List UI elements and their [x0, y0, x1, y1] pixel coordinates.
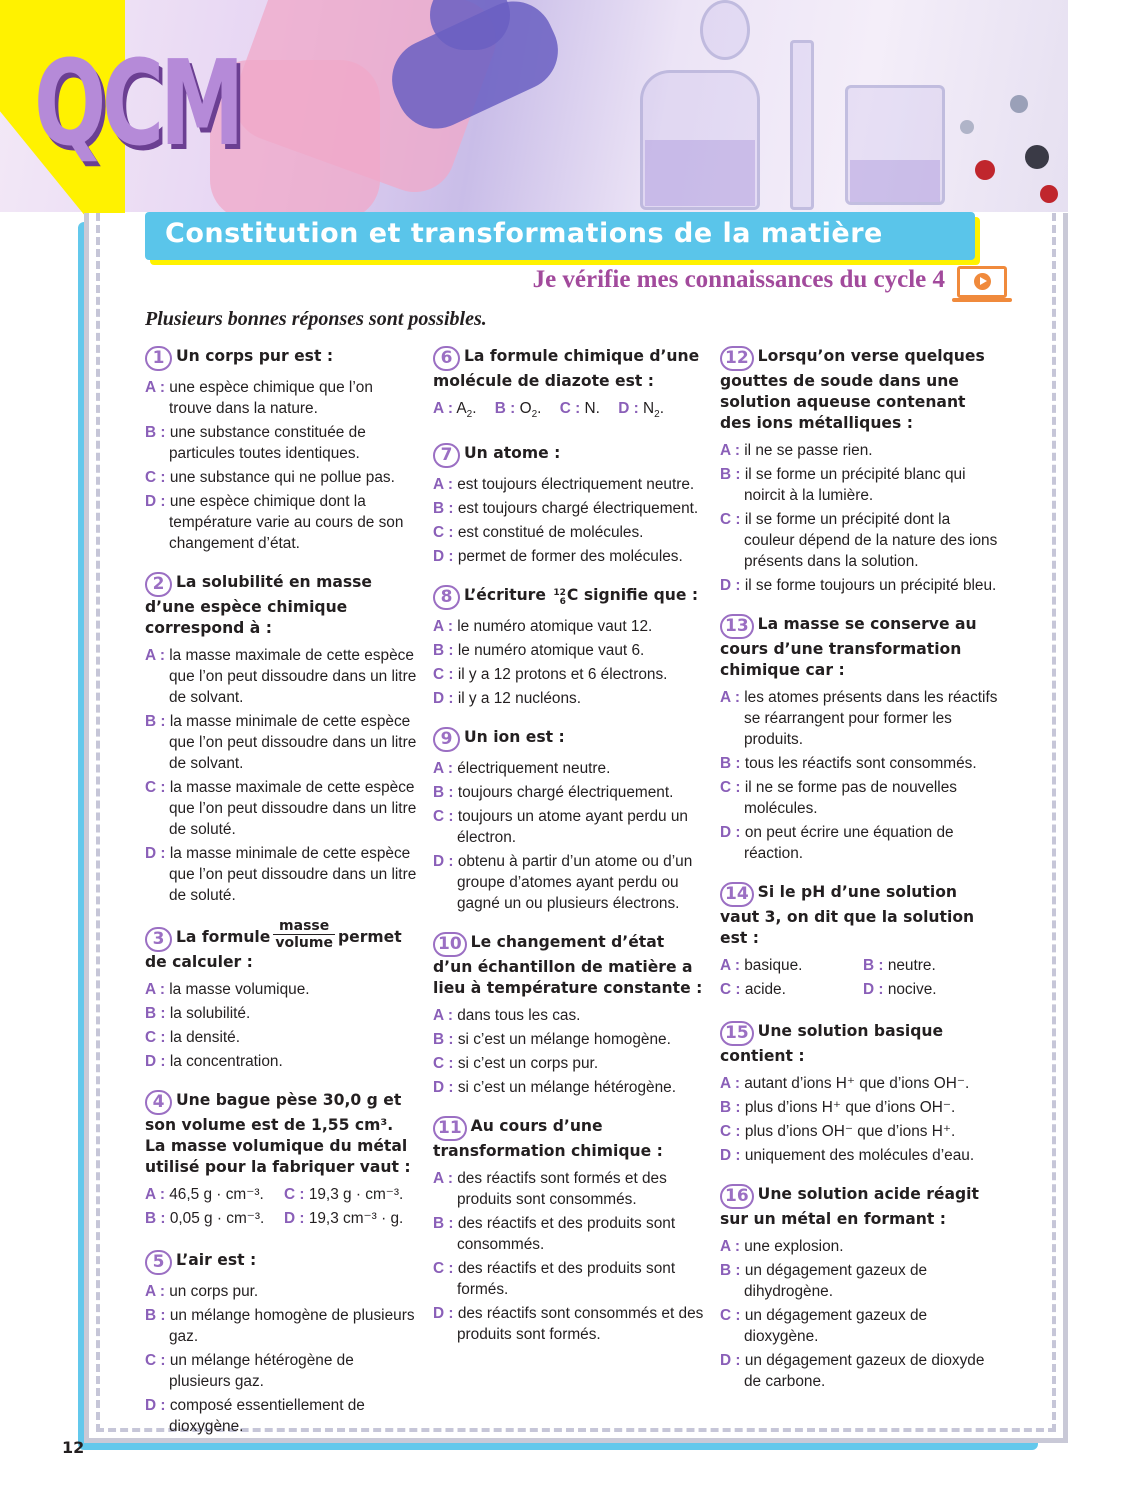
answer-a[interactable]: A : une explosion.: [720, 1238, 844, 1255]
question-number: 2: [145, 572, 172, 597]
question-1: [145, 346, 417, 554]
answer-d[interactable]: D : composé essentiellement de dioxygène.: [145, 1397, 365, 1435]
question-prompt: L’air est :: [176, 1251, 257, 1269]
answer-b[interactable]: B : est toujours chargé électriquement.: [433, 500, 699, 518]
question-prompt: Une solution basique contient :: [720, 1022, 944, 1065]
question-8: 8 L’écriture 12 6 C signifie que : A : le numéro atomique vaut 12. B : le numéro atomique vaut 6. C : il y a 12 protons et 6 électrons. D : il y a 12 nucléons.: [433, 585, 705, 709]
section-subtitle: Je vérifie mes connaissances du cycle 4: [532, 266, 945, 293]
answer-d[interactable]: D : on peut écrire une équation de réaction.: [720, 824, 954, 862]
answer-c[interactable]: C : 19,3 g · cm⁻³.: [284, 1186, 404, 1203]
answer-b[interactable]: B : un mélange homogène de plusieurs gaz.: [145, 1307, 415, 1345]
question-9: [433, 727, 705, 914]
answer-c[interactable]: C : il se forme un précipité dont la couleur dépend de la nature des ions présents dans la solution.: [720, 511, 998, 570]
mass-volume-fraction: $\frac{\text{masse}}{\text{volume}}$: [275, 918, 333, 951]
nuclide-notation: 12 6: [553, 588, 566, 608]
answer-a[interactable]: A : basique.: [720, 957, 803, 974]
question-number: 4: [145, 1090, 172, 1115]
question-prompt: Une bague pèse 30,0 g et son volume est de 1,55 cm³. La masse volumique du métal utilisé pour la fabriquer vaut :: [145, 1091, 411, 1176]
answer-d[interactable]: D : 19,3 cm⁻³ · g.: [284, 1210, 404, 1227]
answer-c[interactable]: C : est constitué de molécules.: [433, 524, 644, 542]
question-prompt: Le changement d’état d’un échantillon de matière a lieu à température constante :: [433, 933, 703, 998]
answer-b[interactable]: B : $O_2$.: [494, 400, 542, 421]
answer-b[interactable]: B : la solubilité.: [145, 1005, 251, 1022]
answer-b[interactable]: B : 0,05 g · cm⁻³.: [145, 1210, 265, 1227]
answer-b[interactable]: B : tous les réactifs sont consommés.: [720, 755, 977, 772]
question-12: [720, 346, 1000, 596]
answer-d[interactable]: D : la concentration.: [145, 1053, 283, 1070]
column-2: [433, 346, 705, 1363]
answer-b[interactable]: B : une substance constituée de particules toutes identiques.: [145, 424, 366, 462]
answer-d[interactable]: D : il y a 12 nucléons.: [433, 690, 582, 708]
question-4: [145, 1090, 417, 1232]
question-7: [433, 443, 705, 567]
answer-c[interactable]: C : une substance qui ne pollue pas.: [145, 469, 395, 486]
question-prompt: Au cours d’une transformation chimique :: [433, 1117, 663, 1161]
answer-a[interactable]: A : électriquement neutre.: [433, 760, 611, 778]
answer-c[interactable]: C : la densité.: [145, 1029, 240, 1046]
column-1: [145, 346, 417, 1455]
question-number: 15: [720, 1021, 754, 1046]
question-number: 10: [433, 932, 467, 957]
question-13: [720, 614, 1000, 864]
question-prompt: Lorsqu’on verse quelques gouttes de soude dans une solution aqueuse contenant des ions métalliques :: [720, 347, 985, 432]
answer-a[interactable]: A : la masse volumique.: [145, 981, 310, 998]
answer-b[interactable]: B : des réactifs et des produits sont consommés.: [433, 1215, 676, 1254]
question-14: [720, 882, 1000, 1003]
page-number: 12: [62, 1438, 85, 1457]
column-3: [720, 346, 1000, 1410]
answer-a[interactable]: A : un corps pur.: [145, 1283, 259, 1300]
answer-a[interactable]: A : des réactifs sont formés et des produits sont consommés.: [433, 1170, 667, 1209]
question-11: [433, 1116, 705, 1345]
answer-a[interactable]: A : autant d’ions H⁺ que d’ions OH⁻.: [720, 1075, 970, 1092]
question-2: [145, 572, 417, 906]
answers-inline: [433, 398, 705, 425]
answer-d[interactable]: D : une espèce chimique dont la température varie au cours de son changement d’état.: [145, 493, 404, 552]
question-number: 16: [720, 1184, 754, 1209]
question-prompt: La solubilité en masse d’une espèce chimique correspond à :: [145, 573, 373, 637]
video-icon[interactable]: [957, 266, 1007, 298]
answer-a[interactable]: A : le numéro atomique vaut 12.: [433, 618, 653, 636]
answer-a[interactable]: A : $A_2$.: [433, 400, 477, 421]
question-prompt: Un atome :: [464, 444, 561, 463]
answer-b[interactable]: B : la masse minimale de cette espèce que l’on peut dissoudre dans un litre de solvant.: [145, 713, 417, 772]
answer-d[interactable]: D : il se forme toujours un précipité bleu.: [720, 577, 997, 594]
answer-b[interactable]: B : plus d’ions H⁺ que d’ions OH⁻.: [720, 1099, 956, 1116]
question-5: [145, 1250, 417, 1437]
question-number: 1: [145, 346, 172, 371]
answer-a[interactable]: A : 46,5 g · cm⁻³.: [145, 1186, 264, 1203]
question-prompt: La masse se conserve au cours d’une transformation chimique car :: [720, 615, 977, 679]
instructions: Plusieurs bonnes réponses sont possibles.: [145, 308, 487, 330]
question-number: 13: [720, 614, 754, 639]
answer-c[interactable]: C : plus d’ions OH⁻ que d’ions H⁺.: [720, 1123, 956, 1140]
answer-a[interactable]: A : une espèce chimique que l’on trouve dans la nature.: [145, 379, 373, 417]
answer-a[interactable]: A : la masse maximale de cette espèce que l’on peut dissoudre dans un litre de solvant.: [145, 647, 417, 706]
question-number: 5: [145, 1250, 172, 1275]
answer-c[interactable]: C : il y a 12 protons et 6 électrons.: [433, 666, 668, 684]
question-number: 3: [145, 927, 172, 952]
answer-b[interactable]: B : neutre.: [863, 957, 936, 974]
question-prompt: La formule chimique d’une molécule de diazote est :: [433, 347, 700, 390]
answer-a[interactable]: A : est toujours électriquement neutre.: [433, 476, 695, 494]
answer-a[interactable]: A : il ne se passe rien.: [720, 442, 873, 459]
answer-d[interactable]: D : la masse minimale de cette espèce que l’on peut dissoudre dans un litre de soluté.: [145, 845, 417, 904]
answer-d[interactable]: D : un dégagement gazeux de dioxyde de carbone.: [720, 1352, 985, 1390]
answer-d[interactable]: D : si c’est un mélange hétérogène.: [433, 1079, 676, 1097]
play-icon: [974, 273, 991, 290]
answer-b[interactable]: B : il se forme un précipité blanc qui noircit à la lumière.: [720, 466, 966, 504]
answer-d[interactable]: D : nocive.: [863, 981, 937, 998]
page-title: Constitution et transformations de la matière: [165, 218, 883, 249]
answer-c[interactable]: C : N.: [559, 400, 600, 417]
question-number: 14: [720, 882, 754, 907]
answer-c[interactable]: C : il ne se forme pas de nouvelles molécules.: [720, 779, 957, 817]
answer-d[interactable]: D : permet de former des molécules.: [433, 548, 683, 566]
answer-c[interactable]: C : la masse maximale de cette espèce que l’on peut dissoudre dans un litre de soluté.: [145, 779, 417, 838]
question-16: [720, 1184, 1000, 1392]
question-10: [433, 932, 705, 1098]
question-3: 3 La formule $\frac{\text{masse}}{\text{volume}}$ permet de calculer : A : la masse volumique. B : la solubilité. C : la densité. D : la concentration.: [145, 924, 417, 1072]
question-prompt: Un corps pur est :: [176, 347, 334, 365]
answer-c[interactable]: C : si c’est un corps pur.: [433, 1055, 599, 1073]
title-bar: [145, 212, 975, 260]
answer-d[interactable]: D : des réactifs sont consommés et des produits sont formés.: [433, 1305, 704, 1344]
answer-a[interactable]: A : les atomes présents dans les réactifs se réarrangent pour former les produits.: [720, 689, 998, 748]
question-number: 9: [433, 727, 460, 752]
answer-d[interactable]: D : $N_2$.: [618, 400, 664, 421]
question-number: 11: [433, 1116, 467, 1141]
answer-c[interactable]: C : un mélange hétérogène de plusieurs gaz.: [145, 1352, 354, 1390]
answer-b[interactable]: B : un dégagement gazeux de dihydrogène.: [720, 1262, 928, 1300]
question-number: 12: [720, 346, 754, 371]
question-6: [433, 346, 705, 425]
answer-c[interactable]: C : des réactifs et des produits sont formés.: [433, 1260, 676, 1299]
question-prompt: Une solution acide réagit sur un métal en formant :: [720, 1185, 979, 1228]
answer-b[interactable]: B : toujours chargé électriquement.: [433, 784, 674, 802]
answer-c[interactable]: C : acide.: [720, 981, 786, 998]
answer-b[interactable]: B : si c’est un mélange homogène.: [433, 1031, 671, 1049]
qcm-badge: QCM: [34, 34, 241, 172]
answer-c[interactable]: C : un dégagement gazeux de dioxygène.: [720, 1307, 928, 1345]
answer-b[interactable]: B : le numéro atomique vaut 6.: [433, 642, 645, 660]
question-prompt: Si le pH d’une solution vaut 3, on dit que la solution est :: [720, 883, 975, 947]
question-15: [720, 1021, 1000, 1166]
answer-d[interactable]: D : obtenu à partir d’un atome ou d’un groupe d’atomes ayant perdu ou gagné un ou plusieurs électrons.: [433, 853, 693, 913]
question-number: 8: [433, 585, 460, 610]
answer-a[interactable]: A : dans tous les cas.: [433, 1007, 581, 1025]
answer-d[interactable]: D : uniquement des molécules d’eau.: [720, 1147, 975, 1164]
question-number: 7: [433, 443, 460, 468]
answer-c[interactable]: C : toujours un atome ayant perdu un électron.: [433, 808, 688, 847]
question-prompt: Un ion est :: [464, 728, 565, 747]
question-number: 6: [433, 346, 460, 371]
